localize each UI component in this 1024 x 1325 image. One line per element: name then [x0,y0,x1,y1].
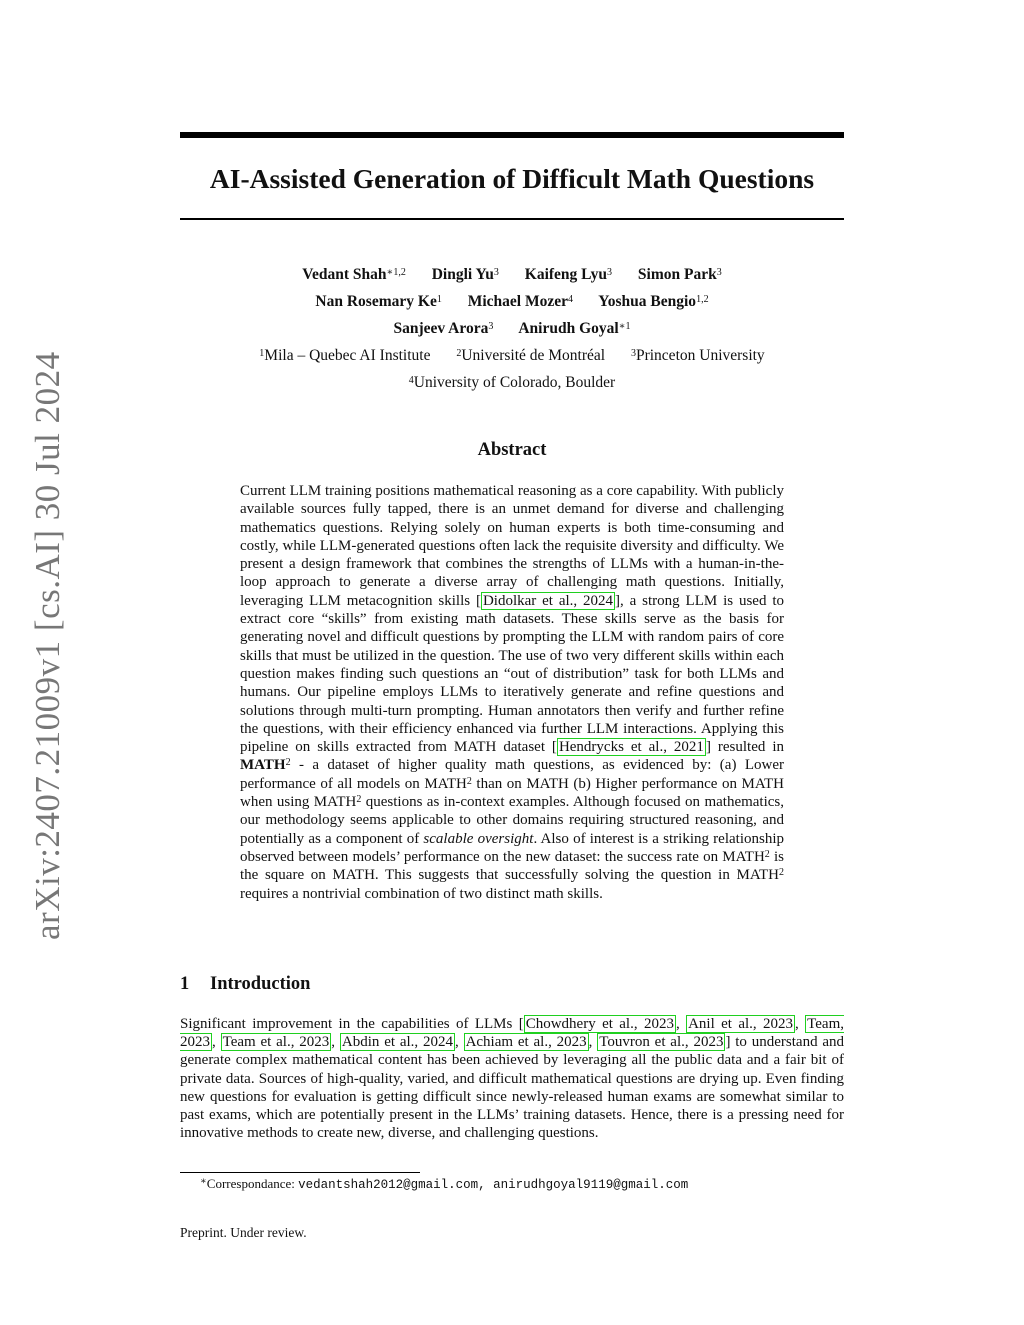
footnote-mark: ∗ [200,1176,207,1187]
footnote [180,1176,844,1193]
intro-text: ] to understand and generate complex mathematical content has been achieved by leveraging all the public data and a fair bit of private data. Sources of high-quality, varied, and difficult mathematical questions are drying up. Even finding new questions for evaluation is getting difficult since newly-released human exams are somewhat similar to past exams, which are potentially present in the LLMs’ training datasets. Hence, there is a pressing need for innovative methods to create new, diverse, and challenging questions. [180,1034,845,1142]
footnote-label: Correspondance: [206,1176,299,1191]
affil-mark: 2 [456,348,462,359]
author-affil-mark: 3 [716,267,722,278]
citation-link[interactable]: Team et al., 2023 [222,1034,330,1051]
abstract-text: . Also of interest is a striking relationship observed between models’ performance on the new dataset: the success rate on MATH [240,830,784,865]
section-number: 1 [180,974,190,994]
abstract-text: requires a nontrivial combination of two distinct math skills. [240,885,603,902]
arxiv-sidebar-stamp: arXiv:2407.21009v1 [cs.AI] 30 Jul 2024 [28,351,67,940]
abstract-heading: Abstract [477,440,547,460]
emphasis-text: scalable oversight [423,830,534,847]
citation-link[interactable]: Didolkar et al., 2024 [482,592,614,609]
author-name: Anirudh Goyal [518,320,619,337]
citation-link[interactable]: Chowdhery et al., 2023 [525,1016,674,1032]
citation-link[interactable]: Achiam et al., 2023 [465,1034,587,1051]
author-affil-mark: ∗1 [618,321,631,332]
affiliation: Princeton University [635,347,765,364]
affiliations-line-1 [180,345,844,367]
affil-mark: 3 [630,348,636,359]
footnote-rule [180,1172,420,1173]
paper-title: AI-Assisted Generation of Difficult Math Questions [209,163,815,194]
affiliation: University of Colorado, Boulder [413,374,616,391]
author-affil-mark: 4 [567,294,573,305]
abstract-text: Current LLM training positions mathematical reasoning as a core capability. With publicly available sources fully tapped, there is an unmet demand for diverse and challenging mathematics questions. Relying solely on human experts is both time-consuming and costly, while LLM-generated questions often lack the requisite diversity and difficulty. We present a design framework that combines the strengths of LLMs with a human-in-the-loop approach to generate a diverse array of challenging math questions. Initially, leveraging LLM metacognition skills [ [240,483,784,609]
superscript: 2 [764,848,770,860]
citation-link[interactable]: Team, 2023 [180,1016,845,1051]
author-affil-mark: ∗1,2 [386,267,406,278]
superscript: 2 [466,775,472,787]
section-heading-introduction [180,974,310,995]
abstract-text: ], a strong LLM is used to extract core “skills” from existing math datasets. These skills serve as the basis for generating novel and difficult questions by prompting the LLM with random pairs of core skills that must be utilized in the question. The use of two very different skills within each question makes finding such questions an “out of distribution” task for both LLMs and humans. Our pipeline employs LLMs to iteratively generate and refine questions and solutions through multi-turn prompting. Human annotators then verify and further refine the questions, with their efficiency enhanced via further LLM interactions. Applying this pipeline on skills extracted from MATH dataset [ [240,592,784,756]
author-name: Nan Rosemary Ke [315,293,437,310]
citation-separator: , [454,1034,464,1051]
author-name: Kaifeng Lyu [524,266,608,283]
affil-mark: 4 [408,375,414,386]
affiliations-line-2 [180,372,844,394]
citation-separator: , [795,1016,806,1032]
author-name: Sanjeev Arora [393,320,489,337]
citation-separator: , [331,1034,340,1051]
author-line-1 [180,264,844,286]
author-name: Yoshua Bengio [598,293,697,310]
abstract-text: ] resulted in [705,739,784,756]
author-line-3 [180,318,844,340]
abstract-text: questions as in-context examples. Although focused on mathematics, our methodology seems applicable to other domains requiring structured reasoning, and potentially as a component of [240,794,785,847]
author-name: Simon Park [637,266,717,283]
citation-separator: , [675,1016,687,1032]
abstract-text: is the square on MATH. This suggests that successfully solving the question in MATH [240,848,784,884]
superscript: 2 [779,867,784,879]
author-name: Dingli Yu [431,266,494,283]
author-affil-mark: 1 [436,294,442,305]
superscript: 2 [356,794,362,806]
abstract-text: - a dataset of higher quality math questions, as evidenced by: (a) Lower performance of all models on MATH [240,757,784,792]
citation-link[interactable]: Hendrycks et al., 2021 [558,739,704,756]
citation-link[interactable]: Abdin et al., 2024 [341,1034,453,1051]
citation-separator: , [588,1034,598,1051]
dataset-name: MATH [240,757,286,774]
superscript: 2 [285,757,291,769]
introduction-paragraph [180,1015,844,1142]
citation-link[interactable]: Anil et al., 2023 [688,1016,794,1032]
preprint-notice: Preprint. Under review. [180,1225,307,1240]
correspondence-emails[interactable]: vedantshah2012@gmail.com, anirudhgoyal9119@gmail.com [298,1178,689,1192]
affiliation: Université de Montréal [461,347,606,364]
citation-separator: , [212,1034,221,1051]
intro-text: Significant improvement in the capabilities of LLMs [ [180,1016,524,1032]
section-title: Introduction [210,974,311,994]
author-affil-mark: 1,2 [696,294,709,305]
author-affil-mark: 3 [488,321,494,332]
title-bottom-rule [180,218,844,220]
author-name: Michael Mozer [467,293,568,310]
author-name: Vedant Shah [302,266,387,283]
author-line-2 [180,291,844,313]
title-top-rule [180,132,844,138]
affiliation: Mila – Quebec AI Institute [264,347,431,364]
author-affil-mark: 3 [607,267,613,278]
affil-mark: 1 [259,348,265,359]
citation-link[interactable]: Touvron et al., 2023 [599,1034,724,1051]
abstract-text: than on MATH (b) Higher performance on MATH when using MATH [240,775,785,811]
author-affil-mark: 3 [493,267,499,278]
abstract-body [240,482,784,903]
